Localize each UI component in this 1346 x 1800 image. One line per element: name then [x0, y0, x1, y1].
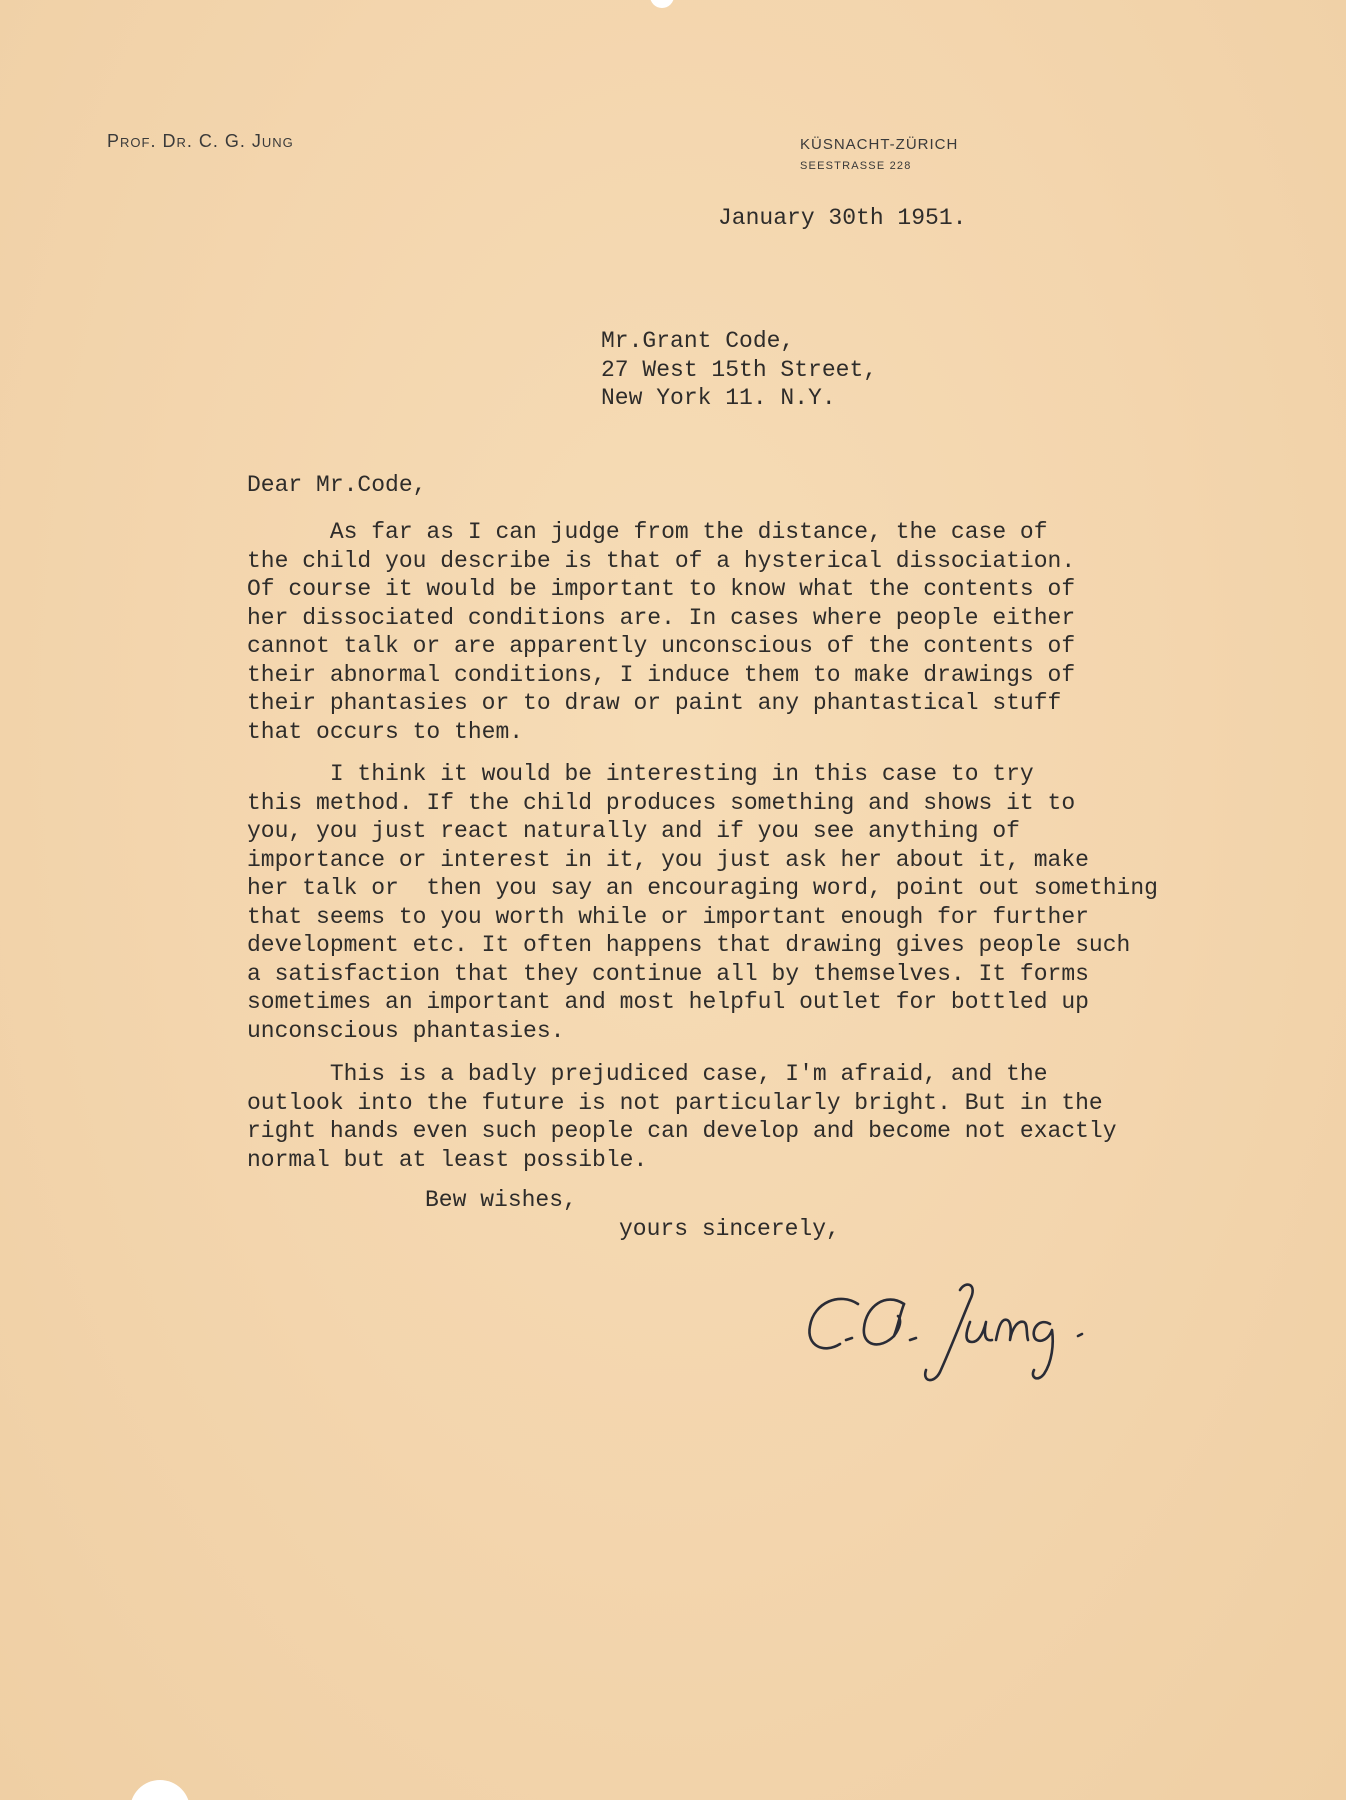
- paragraph-line: importance or interest in it, you just ask her about it, make: [247, 846, 1089, 873]
- paragraph-line: a satisfaction that they continue all by themselves. It forms: [247, 960, 1089, 987]
- paper-tear-bottom: [130, 1780, 190, 1800]
- paragraph-line: her dissociated conditions are. In cases where people either: [247, 604, 1076, 631]
- recipient-line: New York 11. N.Y.: [601, 385, 836, 411]
- salutation: Dear Mr.Code,: [247, 472, 427, 498]
- paragraph-line: unconscious phantasies.: [247, 1017, 565, 1044]
- letterhead-name: Prof. Dr. C. G. Jung: [107, 131, 294, 151]
- letterhead-street: SEESTRASSE 228: [800, 160, 912, 172]
- paragraph-line: their phantasies or to draw or paint any phantastical stuff: [247, 690, 1062, 716]
- body-paragraph-3: [247, 1060, 1327, 1174]
- recipient-address: [601, 327, 877, 413]
- paragraph-line: cannot talk or are apparently unconscious of the contents of: [247, 633, 1076, 659]
- paragraph-line: right hands even such people can develop and become not exactly: [247, 1118, 1117, 1144]
- closing-phrase: Bew wishes,: [425, 1187, 577, 1213]
- paragraph-line: that occurs to them.: [247, 718, 524, 745]
- paragraph-line: you, you just react naturally and if you see anything of: [247, 818, 1020, 844]
- paragraph-line: outlook into the future is not particularly bright. But in the: [247, 1089, 1103, 1116]
- paragraph-line: the child you describe is that of a hysterical dissociation.: [247, 547, 1076, 574]
- handwritten-signature: [800, 1270, 1130, 1390]
- paragraph-line: I think it would be interesting in this case to try: [247, 761, 1034, 787]
- paragraph-line: This is a badly prejudiced case, I'm afraid, and the: [247, 1061, 1048, 1087]
- paragraph-line: their abnormal conditions, I induce them to make drawings of: [247, 661, 1076, 688]
- paragraph-line: this method. If the child produces something and shows it to: [247, 789, 1076, 816]
- body-paragraph-1: [247, 518, 1327, 746]
- paper-tear-top: [650, 0, 674, 8]
- paragraph-line: her talk or then you say an encouraging word, point out something: [247, 875, 1158, 901]
- recipient-line: 27 West 15th Street,: [601, 356, 878, 383]
- paragraph-line: that seems to you worth while or important enough for further: [247, 903, 1089, 930]
- recipient-line: Mr.Grant Code,: [601, 328, 795, 354]
- paragraph-line: development etc. It often happens that drawing gives people such: [247, 932, 1131, 958]
- letterhead-city: KÜSNACHT-ZÜRICH: [800, 136, 959, 153]
- paragraph-line: normal but at least possible.: [247, 1146, 648, 1173]
- body-paragraph-2: [247, 760, 1327, 1045]
- paragraph-line: Of course it would be important to know what the contents of: [247, 576, 1076, 602]
- paragraph-line: sometimes an important and most helpful outlet for bottled up: [247, 989, 1089, 1015]
- paragraph-line: As far as I can judge from the distance, the case of: [247, 519, 1048, 545]
- letter-date: January 30th 1951.: [718, 205, 967, 231]
- valediction: yours sincerely,: [619, 1216, 840, 1242]
